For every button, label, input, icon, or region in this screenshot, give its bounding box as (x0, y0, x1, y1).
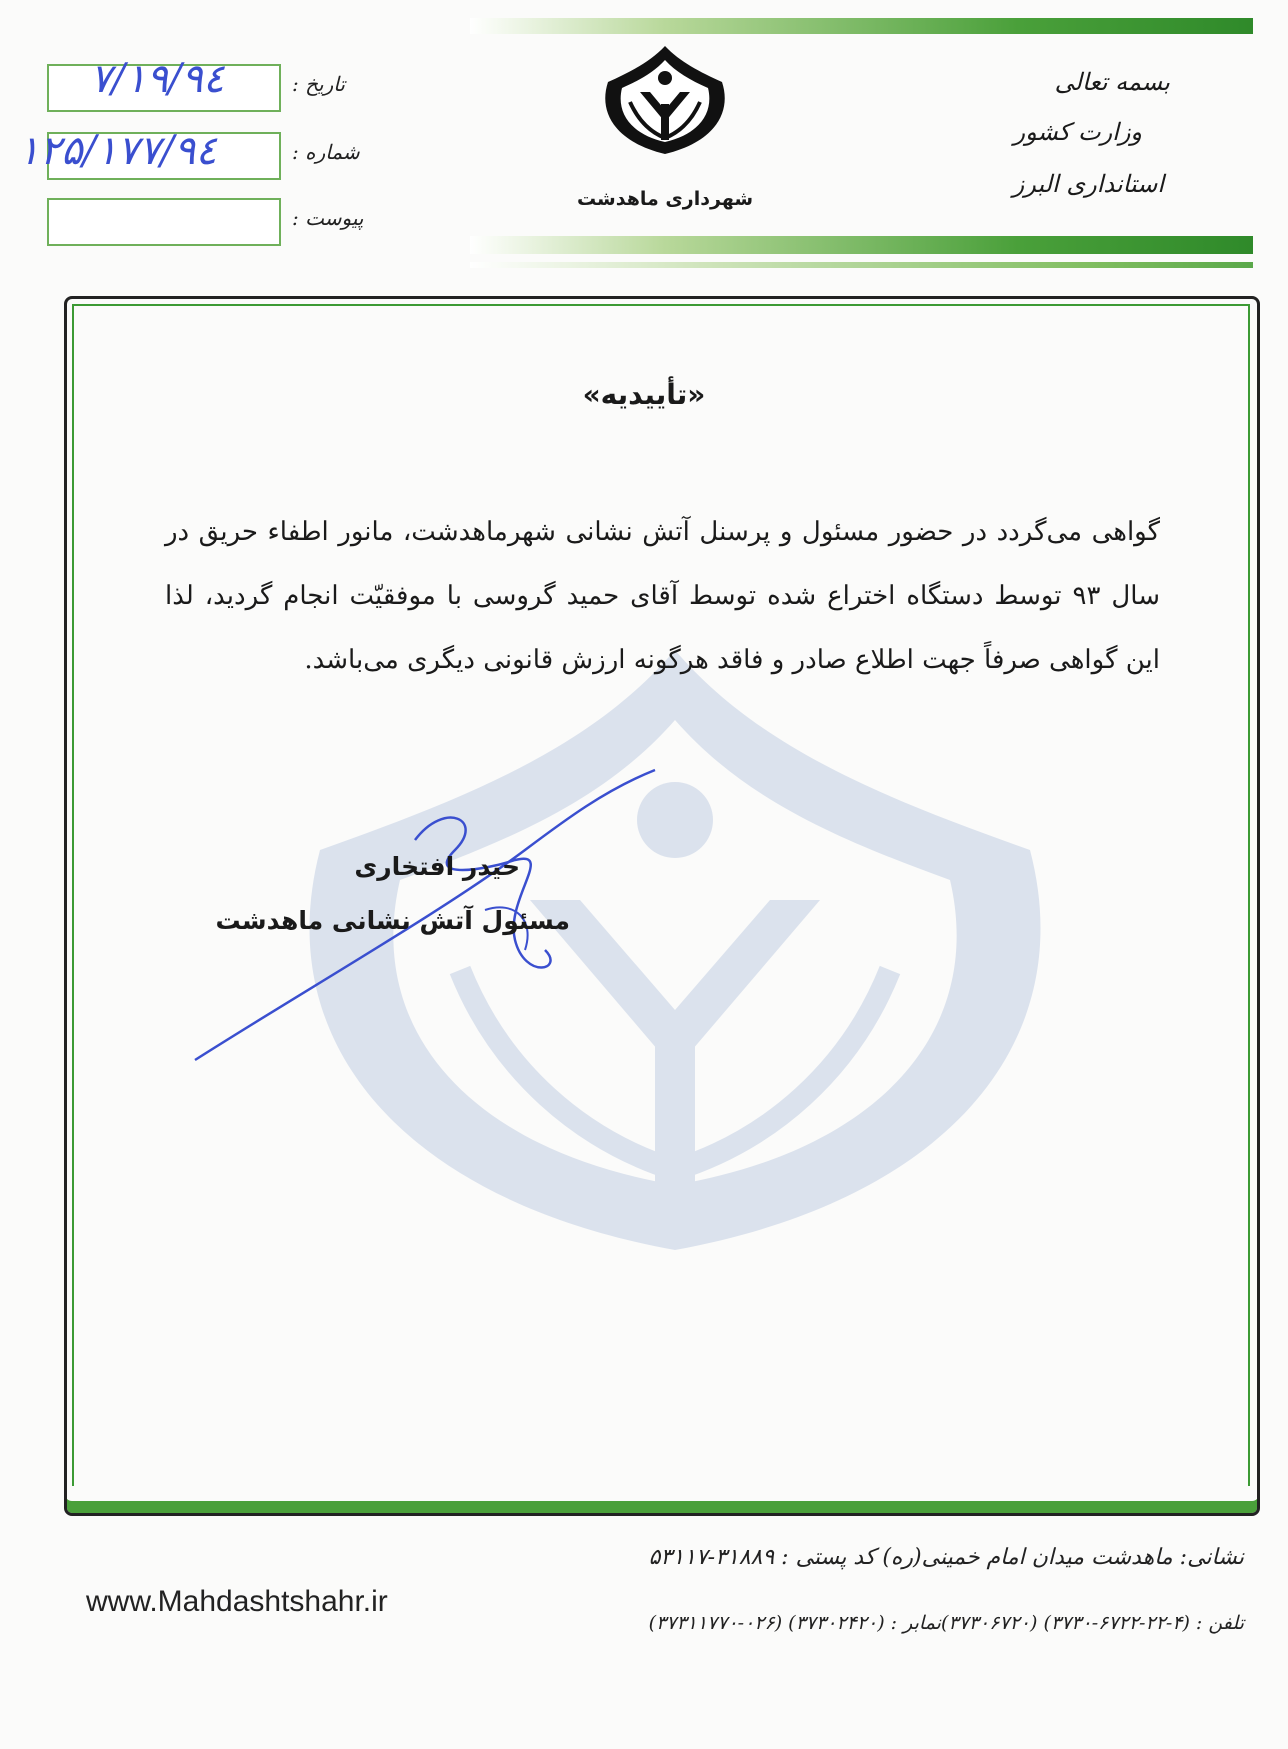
number-value: ۹٤/۱۲۵/۱۷۷ (18, 128, 217, 174)
signatory-name: حیدر افتخاری (354, 852, 520, 881)
document-title: «تأییدیه» (582, 378, 706, 411)
date-label: تاریخ : (292, 72, 345, 96)
header-bottom-thin-bar (470, 262, 1253, 268)
attachment-label: پیوست : (292, 206, 364, 230)
header-bottom-bar (470, 236, 1253, 254)
header-top-bar (470, 18, 1253, 34)
document-body: گواهی می‌گردد در حضور مسئول و پرسنل آتش نشانی شهرماهدشت، مانور اطفاء حریق در سال ۹۳ توسط دستگاه اختراع شده توسط آقای حمید گروسی با موفقیّت انجام گردید، لذا این گواهی صرفاً جهت اطلاع صادر و فاقد هرگونه ارزش قانونی دیگری می‌باشد. (165, 517, 1160, 675)
header-line-governorate: استانداری البرز (1012, 170, 1164, 198)
attachment-field-box (47, 198, 281, 246)
number-label: شماره : (292, 140, 360, 164)
footer-phone: تلفن : (۴-۲۲-۶۷۲۲-۳۷۳۰) (۳۷۳۰۶۷۲۰)نمابر : (۳۷۳۰۲۴۲۰) (۰۲۶-۳۷۳۱۱۷۷۰) (648, 1612, 1244, 1634)
municipality-emblem-icon (590, 42, 740, 157)
signatory-title: مسئول آتش نشانی ماهدشت (215, 906, 570, 935)
date-value: ۹٤/۷/۱۹ (90, 56, 225, 102)
municipality-name: شهرداری ماهدشت (576, 188, 754, 210)
header-line-ministry: وزارت کشور (1013, 118, 1142, 146)
footer-website: www.Mahdashtshahr.ir (86, 1585, 388, 1618)
header-line-bismillah: بسمه تعالی (1054, 68, 1170, 96)
footer-address: نشانی: ماهدشت میدان امام خمینی(ره) کد پستی : ۳۱۸۸۹-۵۳۱۱۷ (648, 1545, 1244, 1570)
